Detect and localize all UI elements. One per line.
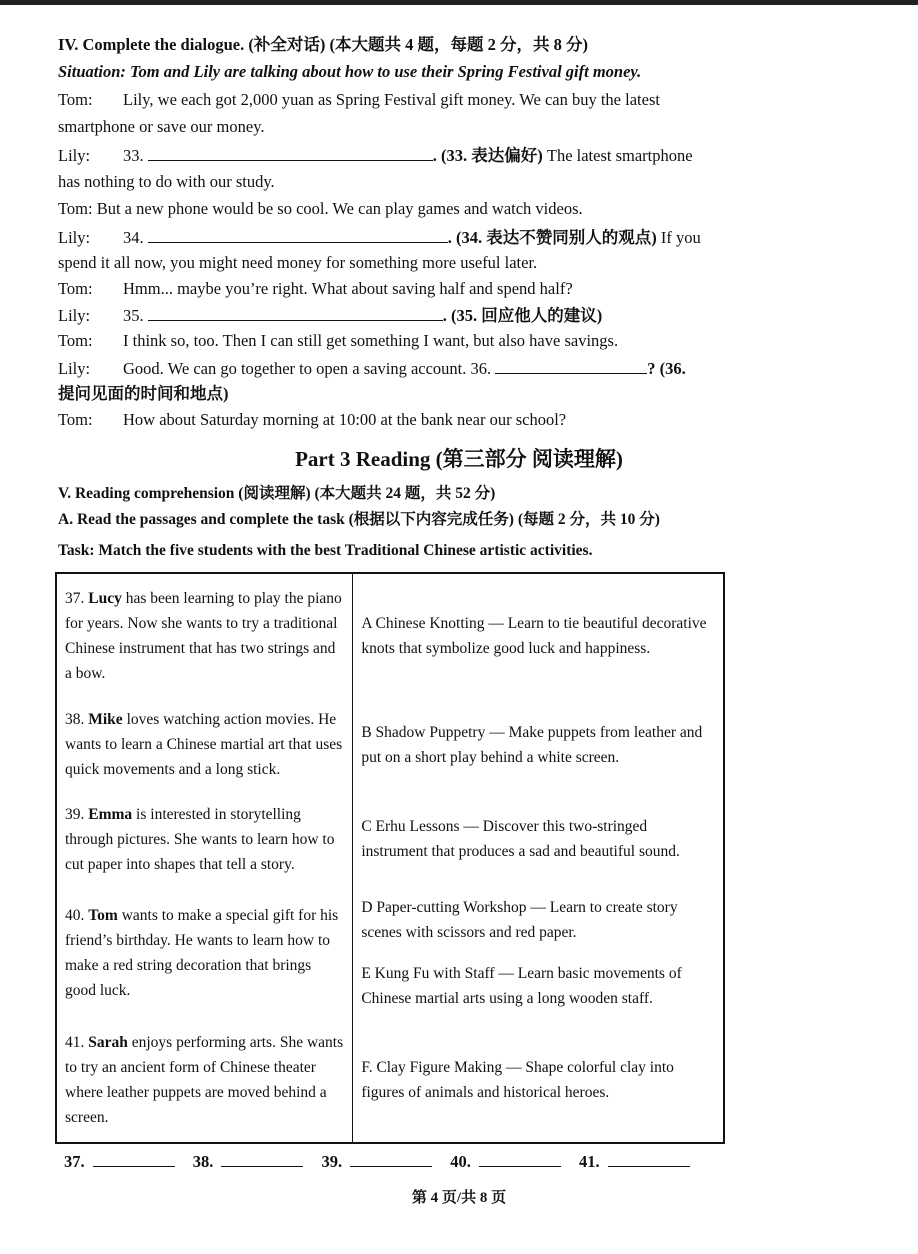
speaker-label: Lily: <box>58 306 91 325</box>
activity-text: B Shadow Puppetry — Make puppets from leather and put on a short play behind a white screen. <box>361 723 703 766</box>
dialogue-text: The latest smartphone <box>546 146 693 165</box>
dialogue-tom-1-cont: smartphone or save our money. <box>58 117 265 136</box>
dialogue-tom-5 <box>58 410 718 430</box>
student-name: Tom <box>88 906 118 924</box>
activity-cell <box>353 697 724 792</box>
student-cell <box>56 886 353 1018</box>
answer-blank-37[interactable] <box>93 1151 175 1167</box>
answer-number: 37. <box>64 1152 85 1171</box>
student-name: Lucy <box>88 589 122 607</box>
hint-34: . (34. 表达不赞同别人的观点) <box>447 228 657 247</box>
section5-heading: V. Reading comprehension (阅读理解) (本大题共 24 题，共 52 分) <box>58 485 496 502</box>
section5a-heading: A. Read the passages and complete the task (根据以下内容完成任务) (每题 2 分，共 10 分) <box>58 511 660 528</box>
speaker-label: Lily: <box>58 359 91 378</box>
activity-text: F. Clay Figure Making — Shape colorful clay into figures of animals and historical heroes. <box>361 1059 674 1102</box>
answer-blank-34[interactable] <box>148 227 448 243</box>
answer-item <box>193 1151 304 1172</box>
answer-item <box>450 1151 561 1172</box>
answer-item <box>64 1151 175 1172</box>
dialogue-text: I think so, too. Then I can still get something I want, but also have savings. <box>123 331 619 350</box>
activity-text: C Erhu Lessons — Discover this two-stringed instrument that produces a sad and beautiful sound. <box>361 818 680 861</box>
activity-cell <box>353 886 724 952</box>
page-number: 第 4 页/共 8 页 <box>411 1190 507 1206</box>
situation-line: Situation: Tom and Lily are talking about how to use their Spring Festival gift money. <box>58 62 642 81</box>
speaker-label: Tom: <box>58 331 93 350</box>
activity-text: D Paper-cutting Workshop — Learn to create story scenes with scissors and red paper. <box>361 898 678 941</box>
student-number: 38. <box>65 711 85 729</box>
activity-cell <box>353 573 724 697</box>
dialogue-text: Hmm... maybe you’re right. What about saving half and spend half? <box>123 279 573 298</box>
answer-blank-38[interactable] <box>221 1151 303 1167</box>
answer-blank-36[interactable] <box>495 358 647 374</box>
speaker-label: Lily: <box>58 228 91 247</box>
student-text: wants to make a special gift for his friend’s birthday. He wants to learn how to make a red string decoration that brings good luck. <box>65 906 339 999</box>
student-cell <box>56 697 353 792</box>
question-number: 33. <box>123 146 144 165</box>
speaker-label: Lily: <box>58 146 91 165</box>
dialogue-lily-34-cont: spend it all now, you might need money for something more useful later. <box>58 253 538 272</box>
dialogue-tom-4 <box>58 331 718 351</box>
dialogue-tom-2: Tom: But a new phone would be so cool. We can play games and watch videos. <box>58 199 583 218</box>
answer-row <box>64 1151 704 1172</box>
activity-cell <box>353 1019 724 1143</box>
answer-number: 38. <box>192 1152 214 1171</box>
student-name: Mike <box>88 711 123 729</box>
student-text: is interested in storytelling through pictures. She wants to learn how to cut paper into shapes that tell a story. <box>65 805 335 873</box>
question-number: 35. <box>123 306 144 325</box>
question-number: 34. <box>123 228 144 247</box>
answer-blank-40[interactable] <box>479 1151 561 1167</box>
student-text: loves watching action movies. He wants to learn a Chinese martial art that uses quick movements and a long stick. <box>65 711 343 779</box>
answer-blank-41[interactable] <box>608 1151 690 1167</box>
answer-item <box>322 1151 433 1172</box>
answer-blank-39[interactable] <box>350 1151 432 1167</box>
hint-36: ? (36. <box>647 359 686 378</box>
hint-35: . (35. 回应他人的建议) <box>442 306 603 325</box>
dialogue-lily-34 <box>58 227 718 248</box>
student-text: has been learning to play the piano for years. Now she wants to try a traditional Chinese instrument that has two strings and a bow. <box>65 589 342 682</box>
activity-text: A Chinese Knotting — Learn to tie beautiful decorative knots that symbolize good luck and happiness. <box>361 614 707 657</box>
task-instruction: Task: Match the five students with the best Traditional Chinese artistic activities. <box>58 542 593 559</box>
dialogue-text: Good. We can go together to open a saving account. 36. <box>123 359 492 378</box>
hint-33: . (33. 表达偏好) <box>432 146 543 165</box>
activity-cell <box>353 953 724 1019</box>
dialogue-tom-3 <box>58 279 718 299</box>
student-number: 40. <box>65 906 85 924</box>
dialogue-text: If you <box>660 228 701 247</box>
section4-heading: IV. Complete the dialogue. (补全对话) (本大题共 4 题，每题 2 分，共 8 分) <box>58 35 588 54</box>
answer-number: 39. <box>321 1152 343 1171</box>
dialogue-lily-36-cont: 提问见面的时间和地点) <box>58 384 229 403</box>
dialogue-lily-36 <box>58 358 718 379</box>
activity-text: E Kung Fu with Staff — Learn basic movements of Chinese martial arts using a long wooden staff. <box>361 964 682 1007</box>
answer-blank-35[interactable] <box>148 305 443 321</box>
speaker-label: Tom: <box>58 90 93 109</box>
dialogue-tom-1 <box>58 90 718 110</box>
dialogue-lily-33 <box>58 145 718 166</box>
student-name: Sarah <box>88 1034 128 1052</box>
answer-blank-33[interactable] <box>148 145 433 161</box>
student-cell <box>56 792 353 887</box>
student-text: enjoys performing arts. She wants to try an ancient form of Chinese theater where leather puppets are moved behind a screen. <box>65 1034 344 1127</box>
student-name: Emma <box>88 805 133 823</box>
answer-number: 40. <box>450 1152 471 1171</box>
student-number: 41. <box>65 1034 85 1052</box>
answer-item <box>579 1151 690 1172</box>
student-cell <box>56 573 353 697</box>
answer-number: 41. <box>579 1152 600 1171</box>
dialogue-text: Lily, we each got 2,000 yuan as Spring Festival gift money. We can buy the latest <box>123 90 660 109</box>
part3-title: Part 3 Reading (第三部分 阅读理解) <box>295 447 623 471</box>
speaker-label: Tom: <box>58 410 93 429</box>
student-cell <box>56 1019 353 1143</box>
matching-table <box>55 572 725 1144</box>
activity-cell <box>353 792 724 887</box>
speaker-label: Tom: <box>58 279 93 298</box>
dialogue-lily-33-cont: has nothing to do with our study. <box>58 172 275 191</box>
student-number: 39. <box>65 805 85 823</box>
dialogue-lily-35 <box>58 305 718 326</box>
student-number: 37. <box>65 589 85 607</box>
top-border <box>0 0 918 5</box>
dialogue-text: How about Saturday morning at 10:00 at the bank near our school? <box>123 410 567 429</box>
